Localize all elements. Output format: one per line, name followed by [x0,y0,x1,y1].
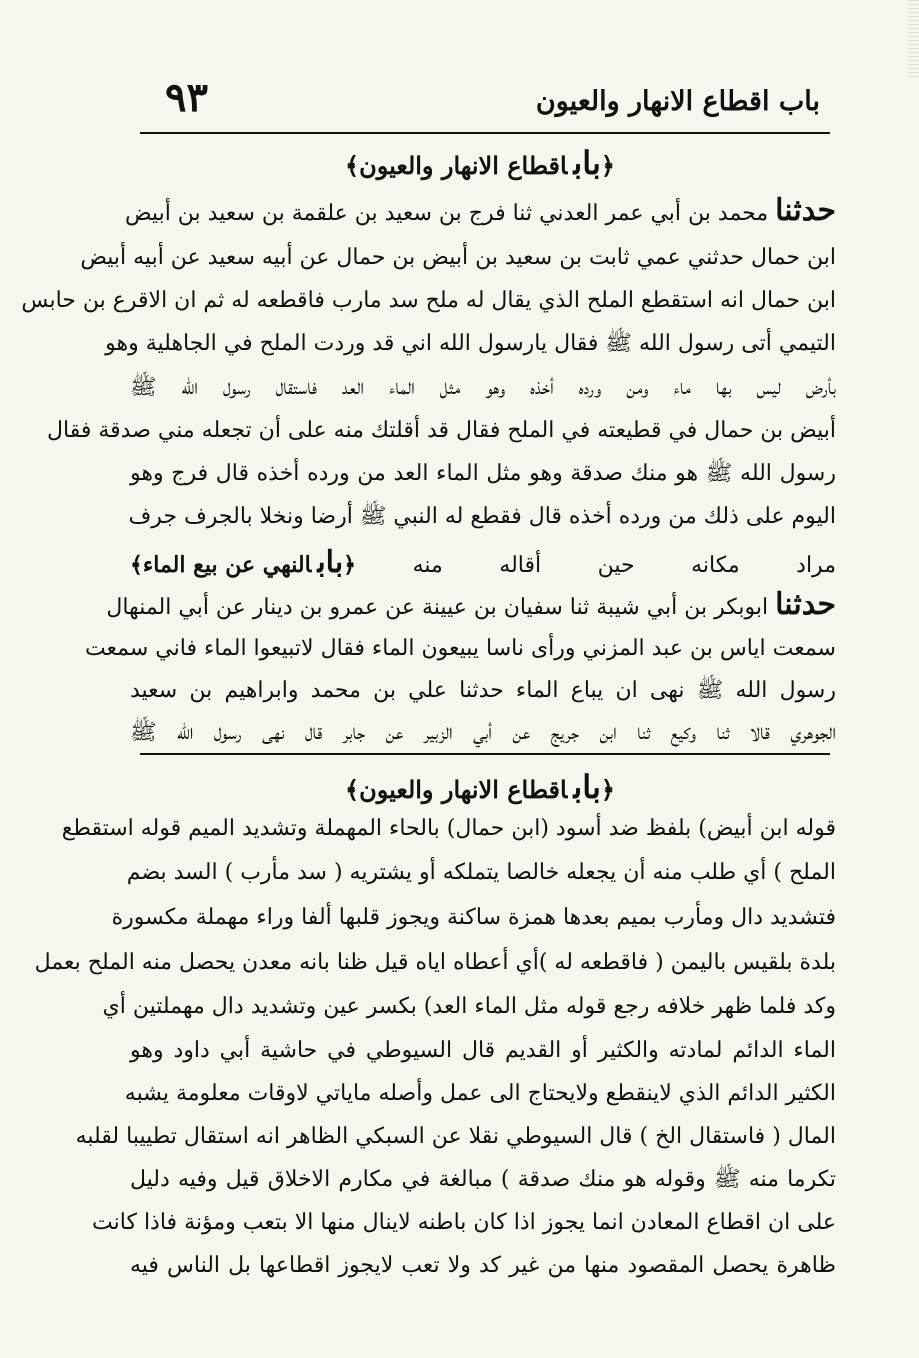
hadith-line [84,636,836,661]
commentary-heading-title: اقطاع الانهار والعيون [359,775,568,804]
running-header: باب اقطاع الانهار والعيون [535,86,820,117]
hadith-text: ابن حمال حدثني عمي ثابت بن سعيد بن أبيض بن حمال عن أبيه سعيد عن أبيه أبيض [80,245,836,270]
hadith-line [21,288,836,313]
hadith-line [105,331,836,356]
commentary-line: فتشديد دال ومأرب بميم بعدها همزة ساكنة ويجوز قلبها ألفا وراء مهملة مكسورة [111,905,836,930]
hadith-text: بأرض ليس بها ماء ومن ورده أخذه وهو مثل الماء العد فاستقال رسول الله ﷺ [130,375,836,400]
chapter-heading-bab: باب [573,144,601,182]
hadith-line [130,506,836,528]
hadith-line [130,722,836,744]
commentary-line: بلدة بلقيس باليمن ( فاقطعه له )أي أعطاه اياه قيل ظنا بانه معدن يحصل منه الملح بعمل [34,950,836,975]
hadith-line [124,193,836,228]
hadith-text: محمد بن أبي عمر العدني ثنا فرج بن سعيد بن علقمة بن سعيد بن أبيض [124,201,769,226]
commentary-line: الماء الدائم لمادته والكثير أو القديم قال السيوطي في حاشية أبي داود وهو [130,1038,836,1063]
commentary-line: الكثير الدائم الذي لاينقطع ولايحتاج الى عمل وأصله ماياتي لاوقات معلومة يشبه [124,1081,836,1106]
chapter-heading: ﴿باباقطاع الانهار والعيون﴾ [345,144,615,182]
hadith-text: الجوهري قالا ثنا وكيع ثنا ابن جريج عن أبي الزبير عن جابر قال نهى رسول الله ﷺ [130,720,836,745]
hadith-keyword: حدثنا [775,587,836,622]
commentary-line: ظاهرة يحصل المقصود منها من غير كد ولا تعب لايجوز اقطاعها بل الناس فيه [130,1253,836,1278]
hadith-line [80,245,836,270]
page-number: ٩٣ [165,74,208,121]
chapter-heading-title: اقطاع الانهار والعيون [359,151,568,180]
hadith-text: رسول الله ﷺ هو منك صدقة وهو مثل الماء العد من ورده أخذه قال فرج وهو [130,461,836,486]
hadith-keyword: حدثنا [775,193,836,228]
hadith-line [47,418,836,443]
hadith-text: رسول الله ﷺ نهى ان يباع الماء حدثنا علي بن محمد وابراهيم بن سعيد [130,678,836,703]
commentary-line: وكد فلما ظهر خلافه رجع قوله مثل الماء العد) بكسر عين وتشديد دال مهملتين أي [102,994,836,1019]
commentary-line: على ان اقطاع المعادن انما يجوز اذا كان باطنه لاينال منها الا بتعب ومؤنة فاذا كانت [92,1210,836,1235]
hadith-text: ابوبكر بن أبي شيبة ثنا سفيان بن عيينة عن عمرو بن دينار عن أبي المنهال [106,595,769,620]
hadith-line [130,680,836,702]
hadith-line [130,463,836,485]
subsection-heading-title: النهي عن بيع الماء [142,552,312,578]
commentary-heading: ﴿باباقطاع الانهار والعيون﴾ [345,768,615,806]
hadith-text: ابن حمال انه استقطع الملح الذي يقال له ملح سد مارب فاقطعه له ثم ان الاقرع بن حابس [21,288,836,313]
commentary-rule [140,753,830,755]
scan-edge-artifact [907,0,919,80]
commentary-line: تكرما منه ﷺ وقوله هو منك صدقة ) مبالغة في مكارم الاخلاق قيل وفيه دليل [130,1167,836,1192]
hadith-text: أبيض بن حمال في قطيعته في الملح فقال قد أقلتك منه على أن تجعله مني صدقة فقال [47,418,836,443]
subsection-heading: ﴿بابالنهي عن بيع الماء﴾ [130,545,357,580]
commentary-line: الملح ) أي طلب منه أن يجعله خالصا يتملكه أو يشتريه ( سد مأرب ) السد بضم [126,860,836,885]
hadith-text: اليوم على ذلك من ورده أخذه قال فقطع له النبي ﷺ أرضا ونخلا بالجرف جرف [128,504,836,529]
hadith-text: التيمي أتى رسول الله ﷺ فقال يارسول الله اني قد وردت الملح في الجاهلية وهو [105,331,836,356]
commentary-line: المال ( فاستقال الخ ) قال السيوطي نقلا عن السبكي الظاهر انه استقال تطييبا لقلبه [75,1124,836,1149]
commentary-heading-bab: باب [573,768,601,806]
hadith-text: سمعت اياس بن عبد المزني ورأى ناسا يبيعون الماء فقال لاتبيعوا الماء فاني سمعت [84,636,836,661]
subsection-heading-bab: باب [317,545,344,580]
hadith-line [106,587,836,622]
subsection-line [130,545,836,580]
subsection-lead-text: مراد مكانه حين أقاله منه [412,553,836,578]
commentary-line: قوله ابن أبيض) بلفظ ضد أسود (ابن حمال) بالحاء المهملة وتشديد الميم قوله استقطع [61,816,836,841]
header-rule [140,132,830,134]
hadith-line [130,377,836,399]
